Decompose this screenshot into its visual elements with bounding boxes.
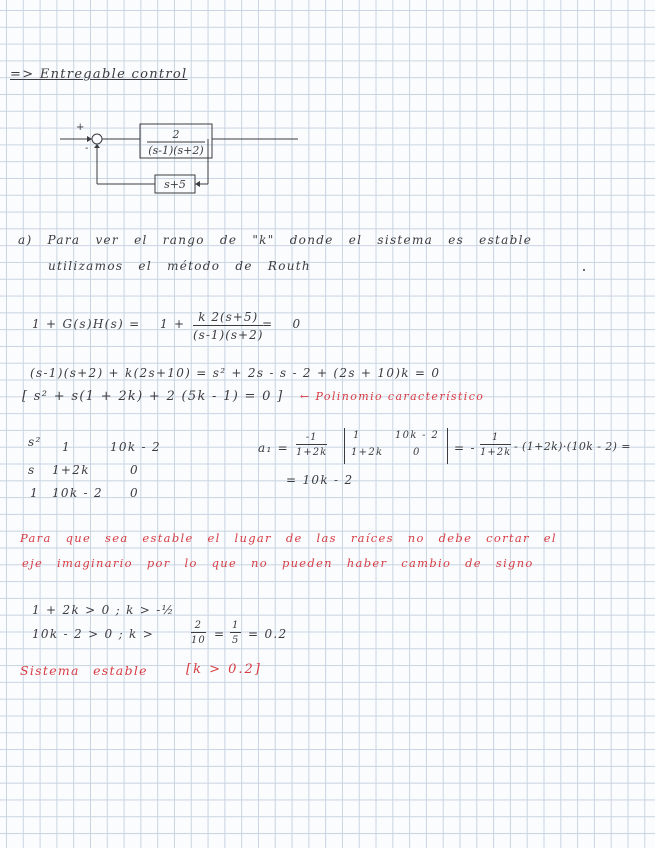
routh-cell: 0 [130,463,139,477]
routh-calc-mid-fraction [480,432,511,458]
condition-2-prefix: 10k - 2 > 0 ; k > [32,627,155,641]
det-cell: 1+2k [351,447,384,458]
det-cell: 1 [353,430,361,441]
condition-2-fraction [191,620,206,646]
condition-2-suffix: = 0.2 [248,627,288,641]
condition-2-fraction-2 [230,620,241,646]
char-polynomial-note: ← Polinomio característico [300,390,485,403]
char-eq-frac-num: k 2(s+5) [193,310,263,326]
page-title: => Entregable control [10,67,188,82]
condition-2-mid: = [214,627,226,641]
stability-note-line-2: eje imaginario por lo que no pueden haber cambio de signo [22,556,534,570]
routh-calc-fraction [296,432,327,458]
det-cell: 0 [413,447,421,458]
routh-cell: 10k - 2 [52,486,103,500]
routh-calc-mid-num: 1 [480,432,511,445]
char-eq-fraction [193,310,263,342]
plus-sign: + [76,122,85,133]
routh-row-label: s² [28,435,42,449]
conclusion-result: [k > 0.2] [186,662,262,677]
routh-row-label: 1 [30,486,39,500]
condition-2-frac2-num: 1 [232,620,240,631]
feedback-label: s+5 [164,178,186,191]
routh-calc-mid-den: 1+2k [480,447,512,458]
condition-2-frac-den: 10 [191,635,206,646]
routh-row-label: s [28,463,36,477]
det-cell: 10k - 2 [395,430,439,441]
forward-numerator: 2 [172,128,180,141]
routh-calc-rhs: - (1+2k)·(10k - 2) = [514,440,631,453]
char-eq-rhs-prefix: 1 + [160,317,186,331]
char-eq-rhs-suffix: = 0 [262,317,302,331]
minus-sign: - [85,143,89,154]
routh-cell: 1+2k [52,463,90,477]
routh-cell: 0 [130,486,139,500]
routh-cell: 1 [62,440,71,454]
routh-calc-result: = 10k - 2 [286,473,354,487]
block-diagram [60,112,300,202]
condition-1: 1 + 2k > 0 ; k > -½ [32,603,175,617]
stability-note-line-1: Para que sea estable el lugar de las raíces no debe cortar el [20,531,557,545]
determinant [344,428,448,464]
section-a-line-1: a) Para ver el rango de "k" donde el sistema es estable [18,233,533,247]
routh-cell: 10k - 2 [110,440,161,454]
routh-calc-frac-den: 1+2k [296,447,328,458]
condition-2-frac2-den: 5 [232,635,240,646]
conclusion-label: Sistema estable [20,663,148,678]
routh-calc-mid: = - [454,441,476,455]
summing-junction [92,134,102,144]
char-eq-expansion: (s-1)(s+2) + k(2s+10) = s² + 2s - s - 2 + (2s + 10)k = 0 [30,366,441,380]
char-eq-lhs: 1 + G(s)H(s) = [32,317,141,331]
char-eq-frac-den: (s-1)(s+2) [193,328,264,342]
routh-calc-frac-num: -1 [296,432,327,445]
routh-calc-lhs: a₁ = [258,441,290,455]
forward-denominator: (s-1)(s+2) [148,144,204,157]
stray-mark [583,269,585,271]
condition-2-frac-num: 2 [191,620,206,633]
section-a-line-2: utilizamos el método de Routh [48,259,311,273]
char-polynomial: [ s² + s(1 + 2k) + 2 (5k - 1) = 0 ] [22,389,284,404]
